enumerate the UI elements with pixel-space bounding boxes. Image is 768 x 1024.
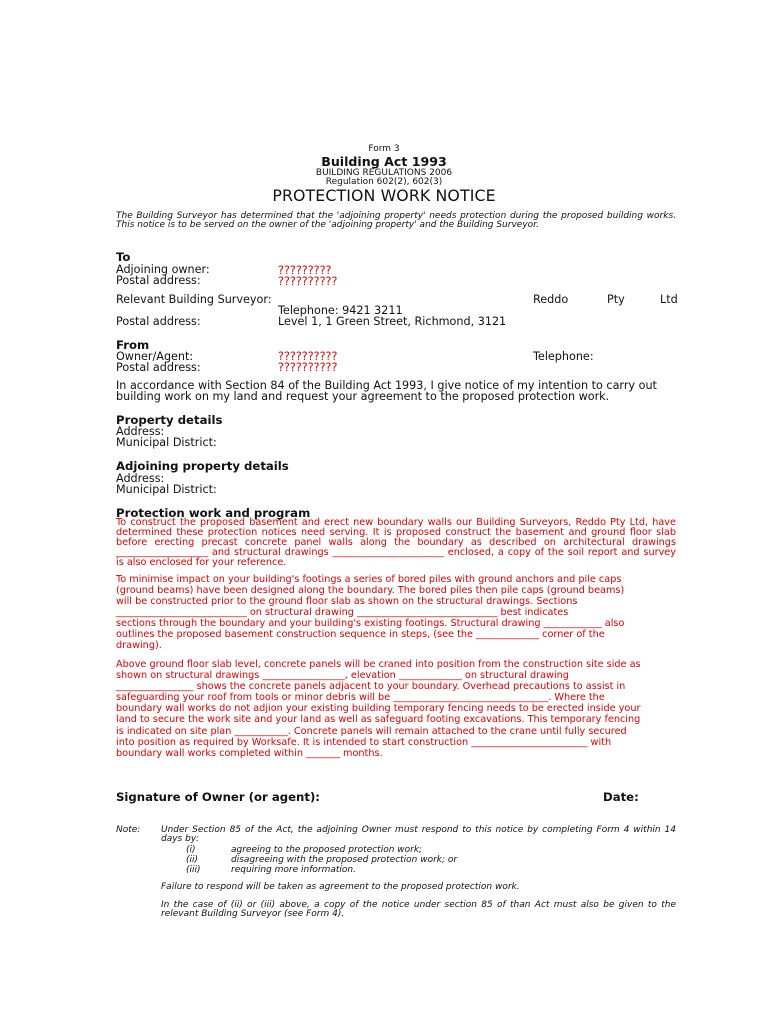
note-item-2-text: disagreeing with the proposed protection work; or	[231, 855, 458, 865]
act-title: Building Act 1993	[321, 154, 447, 169]
surveyor-name-word-1: Reddo	[533, 293, 569, 306]
telephone-label: Telephone:	[533, 350, 594, 363]
from-postal-value: ??????????	[278, 361, 338, 374]
surveyor-name-word-3: Ltd	[660, 293, 678, 306]
protection-paragraph-3-line-5: boundary wall works do not adjion your existing building temporary fencing needs to be erected inside your	[116, 703, 641, 714]
protection-paragraph-1: To construct the proposed basement and erect new boundary walls our Building Surveyors, Reddo Pty Ltd, have determined these protection notices need serving. It is proposed construct the basement and ground floor slab before erecting precast concrete panel walls along the boundary as described on architectural drawings ___________________ and structural drawings _______________________ enclosed, a copy of the soil report and survey is also enclosed for your reference.	[116, 517, 676, 569]
note-label: Note:	[116, 825, 141, 835]
intro-text: The Building Surveyor has determined that the 'adjoining property' needs protection during the proposed building works. This notice is to be served on the owner of the 'adjoining property' and the Building Surveyor.	[116, 211, 676, 231]
regulations-title: BUILDING REGULATIONS 2006	[315, 168, 453, 178]
signature-label: Signature of Owner (or agent):	[116, 790, 320, 804]
to-heading: To	[116, 250, 131, 264]
protection-paragraph-3-line-8: into position as required by Worksafe. It is intended to start construction ________________________ with	[116, 737, 612, 748]
from-postal-label: Postal address:	[116, 361, 201, 374]
adjoining-owner-value: ?????????	[278, 264, 332, 277]
protection-paragraph-2-line-4: ___________________________ on structural drawing _____________________________ best indicates	[116, 607, 569, 618]
note-item-1-text: agreeing to the proposed protection work;	[231, 845, 423, 855]
surveyor-postal-value: Level 1, 1 Green Street, Richmond, 3121	[278, 315, 507, 328]
property-district-label: Municipal District:	[116, 436, 217, 449]
protection-paragraph-3-line-6: land to secure the work site and your land as well as safeguard footing excavations. This temporary fencing	[116, 714, 641, 725]
note-item-2-number: (ii)	[186, 855, 199, 865]
adjoining-owner-label: Adjoining owner:	[116, 263, 210, 276]
note-failure: Failure to respond will be taken as agreement to the proposed protection work.	[161, 882, 520, 892]
protection-paragraph-3-line-4: safeguarding your roof from tools or minor debris will be ________________________________. Where the	[116, 692, 605, 703]
protection-paragraph-2-line-1: To minimise impact on your building's footings a series of bored piles with ground anchors and pile caps	[116, 574, 622, 585]
note-item-3-number: (iii)	[186, 865, 201, 875]
surveyor-telephone: Telephone: 9421 3211	[278, 304, 403, 317]
protection-paragraph-3-line-9: boundary wall works completed within _______ months.	[116, 748, 383, 759]
surveyor-name-word-2: Pty	[607, 293, 625, 306]
notice-line-1: In accordance with Section 84 of the Building Act 1993, I give notice of my intention to carry out	[116, 379, 657, 392]
note-case: In the case of (ii) or (iii) above, a copy of the notice under section 85 of than Act must also be given to the relevant Building Surveyor (see Form 4).	[161, 900, 676, 919]
note-intro: Under Section 85 of the Act, the adjoining Owner must respond to this notice by completing Form 4 within 14 days by:	[161, 825, 676, 844]
note-item-3-text: requiring more information.	[231, 865, 356, 875]
protection-paragraph-2-line-6: outlines the proposed basement construction sequence in steps, (see the _____________ corner of the	[116, 629, 605, 640]
protection-paragraph-2-line-5: sections through the boundary and your building's existing footings. Structural drawing ____________ also	[116, 618, 625, 629]
adjoining-property-heading: Adjoining property details	[116, 459, 289, 473]
owner-agent-label: Owner/Agent:	[116, 350, 194, 363]
postal-address-value: ??????????	[278, 275, 338, 288]
property-details-heading: Property details	[116, 413, 223, 427]
postal-address-label: Postal address:	[116, 274, 201, 287]
protection-paragraph-3-line-2: shown on structural drawings _________________, elevation _____________ on structural drawing	[116, 670, 569, 681]
from-heading: From	[116, 338, 150, 352]
protection-work-heading: Protection work and program	[116, 506, 311, 520]
surveyor-postal-label: Postal address:	[116, 315, 201, 328]
protection-paragraph-2-line-2: (ground beams) have been designed along the boundary. The bored piles then pile caps (ground beams)	[116, 585, 625, 596]
notice-title: PROTECTION WORK NOTICE	[272, 186, 496, 205]
adjoining-district-label: Municipal District:	[116, 483, 217, 496]
protection-paragraph-3-line-3: ________________ shows the concrete panels adjacent to your boundary. Overhead precautions to assist in	[116, 681, 626, 692]
property-address-label: Address:	[116, 425, 165, 438]
regulation-reference: Regulation 602(2), 602(3)	[325, 177, 443, 187]
surveyor-label: Relevant Building Surveyor:	[116, 293, 272, 306]
form-number: Form 3	[368, 144, 400, 154]
protection-paragraph-2-line-3: will be constructed prior to the ground floor slab as shown on the structural drawings. Sections	[116, 596, 578, 607]
owner-agent-value: ??????????	[278, 350, 338, 363]
protection-paragraph-2-line-7: drawing).	[116, 640, 162, 651]
notice-line-2: building work on my land and request your agreement to the proposed protection work.	[116, 390, 610, 403]
note-item-1-number: (i)	[186, 845, 196, 855]
date-label: Date:	[603, 790, 639, 804]
adjoining-address-label: Address:	[116, 472, 165, 485]
protection-paragraph-3-line-1: Above ground floor slab level, concrete panels will be craned into position from the construction site side as	[116, 659, 641, 670]
protection-paragraph-3-line-7: is indicated on site plan ___________. Concrete panels will remain attached to the crane until fully secured	[116, 726, 627, 737]
